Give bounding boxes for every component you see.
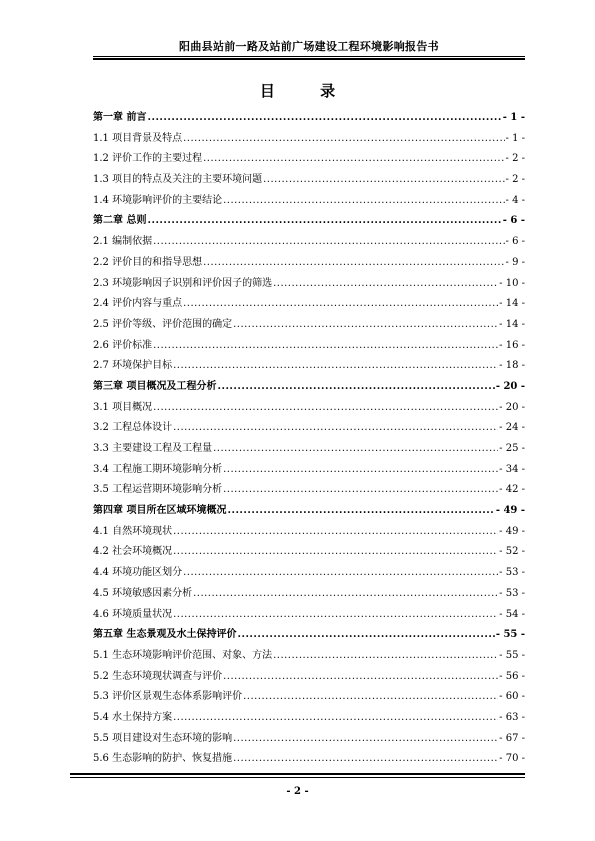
toc-section-entry[interactable] [93, 191, 525, 212]
toc-dot-leader [223, 671, 498, 682]
toc-entry-label: 第三章 项目概况及工程分析 [93, 380, 217, 392]
toc-entry-page: - 67 - [499, 732, 525, 744]
toc-entry-label: 3.5 工程运营期环境影响分析 [93, 484, 223, 496]
toc-section-entry[interactable] [93, 542, 525, 563]
toc-section-entry[interactable] [93, 274, 525, 295]
toc-entry-page: - 18 - [499, 360, 525, 372]
toc-dot-leader [173, 422, 498, 433]
toc-section-entry[interactable] [93, 729, 525, 750]
toc-section-entry[interactable] [93, 398, 525, 419]
toc-section-entry[interactable] [93, 294, 525, 315]
toc-entry-page: - 56 - [499, 670, 525, 682]
toc-dot-leader [217, 381, 494, 392]
toc-dot-leader [213, 443, 498, 454]
toc-entry-page: - 54 - [499, 608, 525, 620]
toc-entry-label: 3.4 工程施工期环境影响分析 [93, 463, 223, 475]
toc-dot-leader [173, 609, 498, 620]
toc-entry-page: - 25 - [499, 443, 525, 454]
toc-section-entry[interactable] [93, 667, 525, 688]
toc-entry-page: - 4 - [505, 194, 525, 206]
toc-entry-label: 4.5 环境敏感因素分析 [93, 587, 193, 599]
toc-dot-leader [223, 484, 498, 495]
toc-entry-label: 1.4 环境影响评价的主要结论 [93, 194, 223, 206]
toc-entry-label: 2.4 评价内容与重点 [93, 298, 183, 310]
toc-entry-page: - 53 - [499, 587, 525, 599]
toc-entry-page: - 34 - [499, 463, 525, 475]
toc-entry-label: 2.6 评价标准 [93, 339, 153, 351]
toc-dot-leader [223, 195, 504, 206]
toc-dot-leader [183, 567, 498, 578]
toc-section-entry[interactable] [93, 336, 525, 357]
toc-dot-leader [203, 153, 504, 164]
toc-dot-leader [273, 650, 498, 661]
toc-section-entry[interactable] [93, 522, 525, 543]
footer-rule [70, 777, 525, 778]
toc-dot-leader [233, 733, 498, 744]
toc-entry-page: - 20 - [499, 401, 525, 413]
toc-entry-label: 2.5 评价等级、评价范围的确定 [93, 318, 233, 330]
toc-title: 目 录 [259, 82, 336, 100]
toc-entry-page: - 9 - [505, 256, 525, 268]
toc-entry-label: 4.1 自然环境现状 [93, 525, 173, 537]
toc-entry-label: 5.4 水土保持方案 [93, 711, 173, 723]
toc-section-entry[interactable] [93, 439, 525, 460]
toc-section-entry[interactable] [93, 646, 525, 667]
toc-entry-page: - 1 - [502, 112, 525, 123]
toc-dot-leader [173, 546, 498, 557]
toc-entry-label: 4.6 环境质量状况 [93, 608, 173, 620]
toc-entry-page: - 14 - [499, 318, 525, 330]
toc-entry-label: 5.6 生态影响的防护、恢复措施 [93, 753, 233, 765]
toc-entry-page: - 60 - [499, 691, 525, 703]
toc-entry-label: 1.1 项目背景及特点 [93, 132, 183, 144]
toc-section-entry[interactable] [93, 253, 525, 274]
toc-section-entry[interactable] [93, 460, 525, 481]
toc-section-entry[interactable] [93, 232, 525, 253]
toc-entry-label: 2.2 评价目的和指导思想 [93, 256, 203, 268]
toc-entry-label: 2.3 环境影响因子识别和评价因子的筛选 [93, 277, 273, 289]
toc-entry-page: - 10 - [499, 277, 525, 289]
toc-entry-page: - 53 - [499, 567, 525, 579]
toc-section-entry[interactable] [93, 356, 525, 377]
toc-section-entry[interactable] [93, 129, 525, 150]
page-number: - 2 - [286, 786, 309, 797]
toc-entry-label: 第二章 总则 [93, 215, 147, 227]
toc-chapter-entry[interactable] [93, 108, 525, 129]
toc-entry-label: 5.5 项目建设对生态环境的影响 [93, 732, 233, 744]
toc-chapter-entry[interactable] [93, 211, 525, 232]
toc-dot-leader [233, 319, 498, 330]
toc-section-entry[interactable] [93, 170, 525, 191]
table-of-contents [93, 108, 525, 770]
toc-chapter-entry[interactable] [93, 501, 525, 522]
toc-entry-label: 第五章 生态景观及水土保持评价 [93, 629, 237, 641]
toc-dot-leader [273, 278, 498, 289]
toc-entry-label: 5.2 生态环境现状调查与评价 [93, 670, 223, 682]
toc-dot-leader [153, 340, 498, 351]
toc-entry-label: 第四章 项目所在区域环境概况 [93, 505, 227, 517]
toc-entry-label: 4.4 环境功能区划分 [93, 567, 183, 579]
toc-section-entry[interactable] [93, 584, 525, 605]
toc-dot-leader [173, 712, 498, 723]
toc-entry-page: - 55 - [499, 649, 525, 661]
toc-dot-leader [223, 464, 498, 475]
toc-dot-leader [183, 298, 498, 309]
toc-entry-page: - 1 - [505, 132, 525, 144]
toc-entry-label: 1.2 评价工作的主要过程 [93, 153, 203, 165]
toc-dot-leader [263, 174, 504, 185]
toc-entry-page: - 49 - [495, 505, 525, 517]
toc-entry-page: - 2 - [505, 153, 525, 165]
toc-entry-label: 5.1 生态环境影响评价范围、对象、方法 [93, 649, 273, 661]
toc-entry-page: - 2 - [505, 174, 525, 186]
toc-dot-leader [173, 526, 498, 537]
toc-entry-label: 1.3 项目的特点及关注的主要环境问题 [93, 174, 263, 186]
toc-entry-label: 3.1 项目概况 [93, 401, 153, 413]
toc-section-entry[interactable] [93, 418, 525, 439]
toc-entry-label: 第一章 前言 [93, 112, 147, 123]
toc-entry-page: - 14 - [499, 298, 525, 310]
toc-entry-page: - 49 - [499, 525, 525, 537]
toc-dot-leader [203, 257, 504, 268]
footer-rule-thick [70, 773, 525, 775]
toc-section-entry[interactable] [93, 708, 525, 729]
toc-dot-leader [153, 236, 504, 247]
toc-dot-leader [233, 753, 498, 764]
toc-entry-page: - 16 - [499, 339, 525, 351]
page-header: 阳曲县站前一路及站前广场建设工程环境影响报告书 [179, 40, 439, 53]
toc-section-entry[interactable] [93, 687, 525, 708]
header-rule [93, 56, 525, 57]
toc-dot-leader [227, 505, 494, 516]
toc-dot-leader [153, 402, 498, 413]
toc-entry-page: - 63 - [499, 711, 525, 723]
toc-entry-label: 5.3 评价区景观生态体系影响评价 [93, 691, 243, 703]
toc-section-entry[interactable] [93, 749, 525, 770]
toc-entry-page: - 6 - [502, 215, 525, 227]
toc-entry-label: 2.7 环境保护目标 [93, 360, 173, 372]
toc-entry-label: 2.1 编制依据 [93, 236, 153, 248]
toc-section-entry[interactable] [93, 563, 525, 584]
toc-entry-page: - 24 - [499, 422, 525, 434]
toc-dot-leader [237, 629, 494, 640]
toc-dot-leader [183, 133, 504, 144]
toc-dot-leader [147, 215, 501, 226]
toc-dot-leader [243, 691, 498, 702]
toc-dot-leader [147, 112, 501, 123]
toc-entry-page: - 20 - [495, 380, 525, 392]
toc-section-entry[interactable] [93, 315, 525, 336]
toc-section-entry[interactable] [93, 480, 525, 501]
toc-entry-label: 4.2 社会环境概况 [93, 546, 173, 558]
toc-section-entry[interactable] [93, 149, 525, 170]
toc-dot-leader [193, 588, 498, 599]
toc-section-entry[interactable] [93, 605, 525, 626]
toc-chapter-entry[interactable] [93, 377, 525, 398]
toc-entry-page: - 55 - [495, 629, 525, 641]
toc-dot-leader [173, 360, 498, 371]
toc-entry-page: - 52 - [499, 546, 525, 558]
toc-entry-page: - 70 - [499, 753, 525, 765]
header-rule-thick [93, 58, 525, 60]
toc-entry-label: 3.3 主要建设工程及工程量 [93, 443, 213, 454]
toc-entry-page: - 6 - [505, 236, 525, 248]
toc-chapter-entry[interactable] [93, 625, 525, 646]
toc-entry-page: - 42 - [499, 484, 525, 496]
toc-entry-label: 3.2 工程总体设计 [93, 422, 173, 434]
